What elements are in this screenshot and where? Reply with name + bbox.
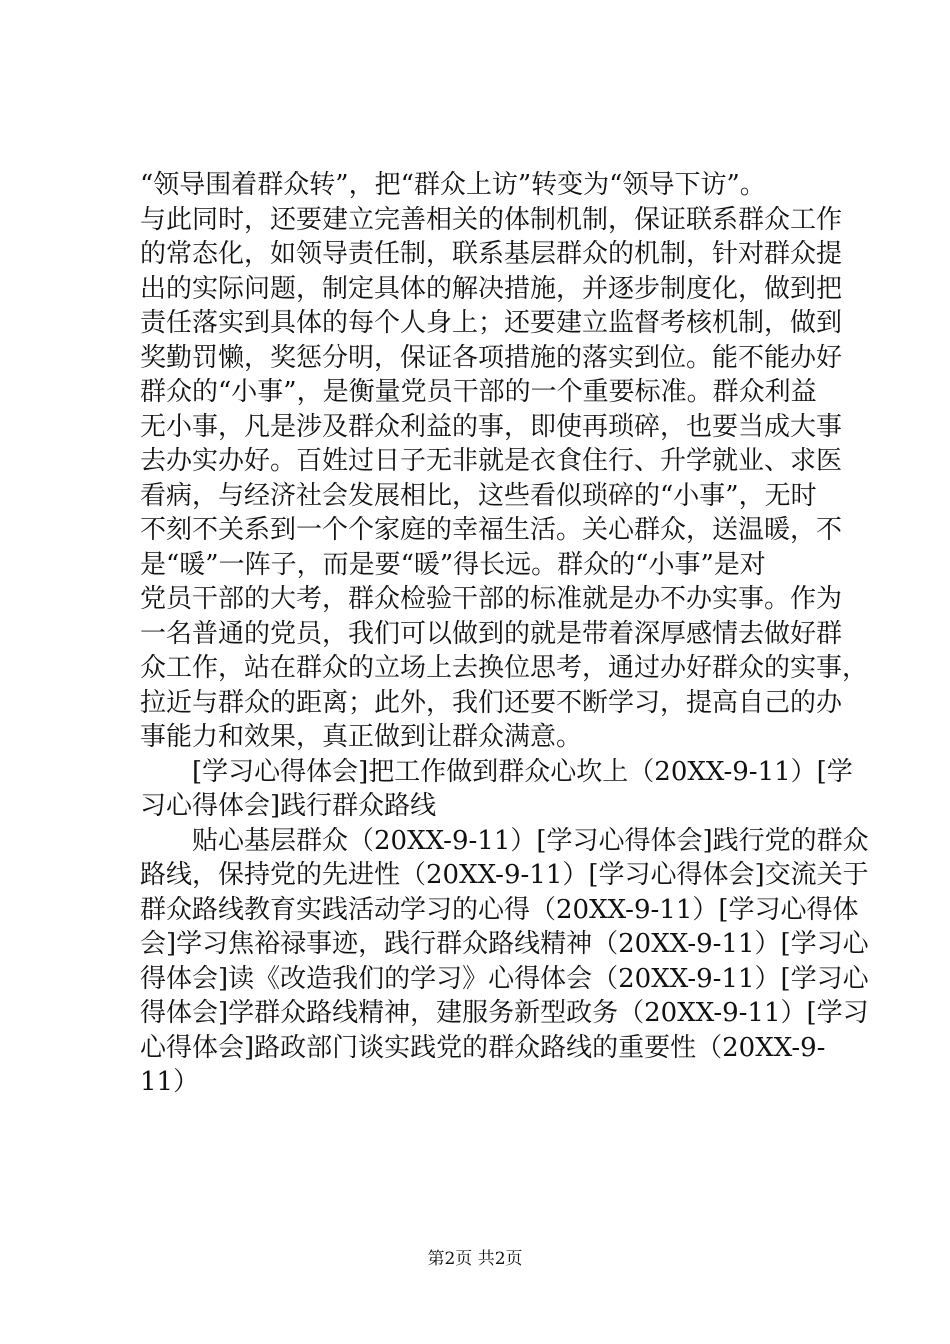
text-line: 群众的“小事”，是衡量党员干部的一个重要标准。群众利益 bbox=[140, 377, 817, 407]
text-line: 看病，与经济社会发展相比，这些看似琐碎的“小事”，无时 bbox=[140, 480, 817, 511]
link-line: 群众路线教育实践活动学习的心得（20XX-9-11）[学习心得体 bbox=[140, 894, 859, 925]
text-line: 与此同时，还要建立完善相关的体制机制，保证联系群众工作 bbox=[140, 204, 843, 235]
text-line: “领导围着群众转”，把“群众上访”转变为“领导下访”。 bbox=[140, 170, 766, 200]
page-footer bbox=[0, 1244, 950, 1269]
text-line: 事能力和效果，真正做到让群众满意。 bbox=[140, 722, 583, 752]
text-line: 无小事，凡是涉及群众利益的事，即使再琐碎，也要当成大事 bbox=[140, 411, 843, 442]
page-number-label: 第2页 共2页 bbox=[427, 1249, 523, 1269]
link-line: 11） bbox=[140, 1067, 200, 1097]
text-line: 党员干部的大考，群众检验干部的标准就是办不办实事。作为 bbox=[140, 584, 843, 614]
link-line: 习心得体会]践行群众路线 bbox=[140, 791, 437, 821]
link-line: 贴心基层群众（20XX-9-11）[学习心得体会]践行党的群众 bbox=[140, 825, 869, 856]
text-line: 拉近与群众的距离；此外，我们还要不断学习，提高自己的办 bbox=[140, 687, 843, 718]
text-line: 奖勤罚懒，奖惩分明，保证各项措施的落实到位。能不能办好 bbox=[140, 342, 843, 373]
link-line: 心得体会]路政部门谈实践党的群众路线的重要性（20XX-9- bbox=[140, 1032, 826, 1063]
text-line: 的常态化，如领导责任制，联系基层群众的机制，针对群众提 bbox=[140, 239, 843, 269]
link-line: 得体会]学群众路线精神，建服务新型政务（20XX-9-11）[学习 bbox=[140, 998, 869, 1028]
text-line: 不刻不关系到一个个家庭的幸福生活。关心群众，送温暖，不 bbox=[140, 515, 843, 545]
text-line: 众工作，站在群众的立场上去换位思考，通过办好群众的实事， bbox=[140, 653, 869, 683]
link-line: 得体会]读《改造我们的学习》心得体会（20XX-9-11）[学习心 bbox=[140, 963, 869, 994]
text-line: 责任落实到具体的每个人身上；还要建立监督考核机制，做到 bbox=[140, 308, 843, 338]
text-line: 出的实际问题，制定具体的解决措施，并逐步制度化，做到把 bbox=[140, 273, 843, 304]
link-line: 会]学习焦裕禄事迹，践行群众路线精神（20XX-9-11）[学习心 bbox=[140, 929, 869, 959]
text-line: 一名普通的党员，我们可以做到的就是带着深厚感情去做好群 bbox=[140, 618, 843, 649]
link-line: [学习心得体会]把工作做到群众心坎上（20XX-9-11）[学 bbox=[140, 756, 853, 787]
text-line: 是“暖”一阵子，而是要“暖”得长远。群众的“小事”是对 bbox=[140, 549, 766, 580]
link-line: 路线，保持党的先进性（20XX-9-11）[学习心得体会]交流关于 bbox=[140, 860, 869, 890]
document-body bbox=[140, 168, 869, 1100]
text-line: 去办实办好。百姓过日子无非就是衣食住行、升学就业、求医 bbox=[140, 446, 843, 476]
